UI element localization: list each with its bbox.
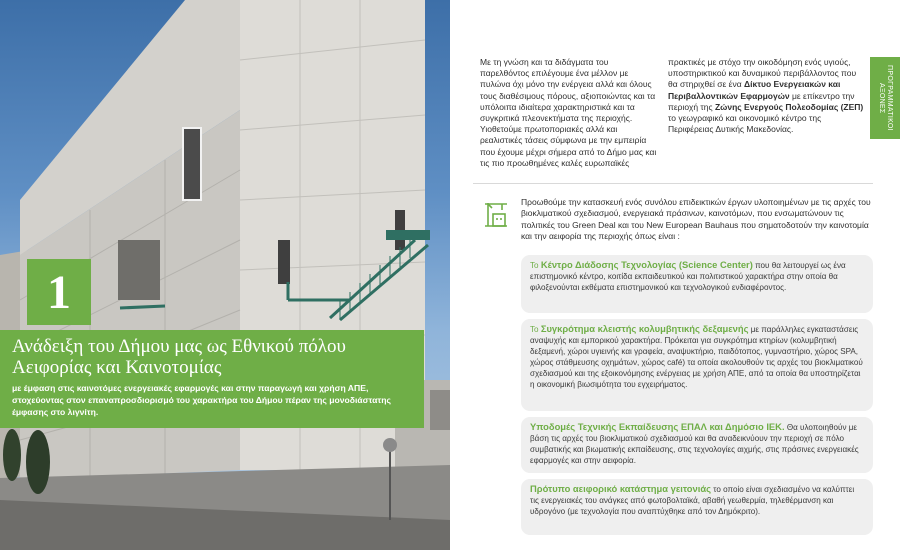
project-card-sustainable-store <box>521 479 873 535</box>
intro-highlight-zone: Ζώνης Ενεργούς Πολεοδομίας (ΖΕΠ) <box>714 101 864 112</box>
intro-text: πρακτικές με στόχο την οικοδόμηση ενός υγιούς, υποστηρικτικού και δυναμικού περιβάλλοντος που θα στηριχθεί σε ένα <box>668 57 857 90</box>
intro-text: με επίκεντρο την περιοχή της <box>668 90 855 112</box>
intro-text: το γεωγραφικό και οικονομικό κέντρο της Περιφέρειας Δυτικής Μακεδονίας. <box>668 113 822 135</box>
project-card-science-center <box>521 255 873 313</box>
card-text: Θα υλοποιηθούν με βάση τις αρχές του βιοκλιματικού σχεδιασμού και θα αναδεικνύουν την περιοχή σε πόλο συμβατικής και βιωματικής εκπαίδευσης, στις τεχνολογίες αιχμής, στις πράσινες ενεργειακές εφαρμογές και στην αειφορία. <box>530 423 859 465</box>
card-text: το οποίο είναι σχεδιασμένο να καλύπτει τις ενεργειακές του ανάγκες από φωτοβολταϊκά, αβαθή γεωθερμία, τηλεθέρμανση και υδρογόνο (με τεχνολογία που αναπτύχθηκε από τον Δημόκριτο). <box>530 485 855 516</box>
chapter-title-box <box>0 330 424 428</box>
section-side-tab <box>870 57 900 139</box>
card-title: Κέντρο Διάδοσης Τεχνολογίας (Science Center) <box>540 259 753 270</box>
lead-paragraph: Προωθούμε την κατασκευή ενός συνόλου επιδεικτικών έργων υλοποιημένων με τις αρχές του βιοκλιματικού σχεδιασμού, ενεργειακά πράσινων, καινοτόμων, που ενσωματώνουν τις πολιτικές του Green Deal και του New European Bauhaus που σηματοδοτούν την καινοτομία και την αειφορία της περιοχής όπως είναι : <box>521 197 871 241</box>
project-card-technical-education <box>521 417 873 473</box>
card-prefix: Το <box>530 325 539 334</box>
card-prefix: Το <box>530 261 539 270</box>
project-card-swimming-pool <box>521 319 873 411</box>
intro-column-1: Με τη γνώση και τα διδάγματα του παρελθόντος επιλέγουμε ένα μέλλον με πυλώνα όχι μόνο την ενέργεια αλλά και όλους τους διαθέσιμους πόρους, αξιοποιώντας και τα υπόλοιπα ιδιαίτερα χαρακτηριστικά και τα συγκριτικά πλεονεκτήματα της περιοχής. Υιοθετούμε πρωτοποριακές αλλά και ρεαλιστικές τάσεις σύμφωνα με την εμπειρία που έχουμε μέχρι σήμερα από το Δήμο μας και τις πιο προωθημένες καλές ευρωπαϊκές <box>480 57 657 168</box>
crane-building-icon <box>482 200 510 228</box>
side-tab-label: ΠΡΟΓΡΑΜΜΑΤΙΚΟΙ ΑΞΟΝΕΣ <box>878 65 893 131</box>
chapter-number: 1 <box>27 259 91 325</box>
chapter-subtitle: με έμφαση στις καινοτόμες ενεργειακές εφαρμογές και στην παραγωγή και χρήση ΑΠΕ, στοχεύοντας στον επαναπροσδιορισμό του χαρακτήρα του Δήμου πέραν της μονοδιάστατης έμφασης στο λιγνίτη. <box>12 383 391 417</box>
intro-column-2 <box>668 57 866 135</box>
card-text: που θα λειτουργεί ως ένα επιστημονικό κέντρο, κοιτίδα εκπαιδευτικού και πολιτιστικού χαρακτήρα στην οποία θα φιλοξενούνται εκθέματα επιστημονικού και τεχνολογικού ενδιαφέροντος. <box>530 261 846 292</box>
card-title: Υποδομές Τεχνικής Εκπαίδευσης ΕΠΑΛ και Δημόσιο ΙΕΚ. <box>530 421 785 432</box>
card-title: Συγκρότημα κλειστής κολυμβητικής δεξαμενής <box>540 323 749 334</box>
intro-highlight-network: Δίκτυο Ενεργειακών και Περιβαλλοντικών Εφαρμογών <box>668 79 841 101</box>
card-text: με παράλληλες εγκαταστάσεις αναψυχής και εμπορικού χαρακτήρα. Πρόκειται για συγκρότημα κτηρίων (κολυμβητική δεξαμενή, χώροι υγιεινής και γραφεία, αναψυκτήριο, παιδότοπος, γυμναστήριο, χώρος SPA, χώρος στάθμευσης οχημάτων, χώρος café) τα οποία ακολουθούν τις αρχές του βιοκλιματικού σχεδιασμού και της εξοικονόμησης ενέργειας με χρήση ΑΠΕ, από τα οποία θα υποστηρίζεται η οικονομική βιωσιμότητα του εγχειρήματος. <box>530 325 863 389</box>
divider <box>473 183 873 184</box>
card-title: Πρότυπο αειφορικό κατάστημα γειτονιάς <box>530 483 711 494</box>
chapter-title: Ανάδειξη του Δήμου μας ως Εθνικού πόλου Αειφορίας και Καινοτομίας <box>12 336 346 378</box>
